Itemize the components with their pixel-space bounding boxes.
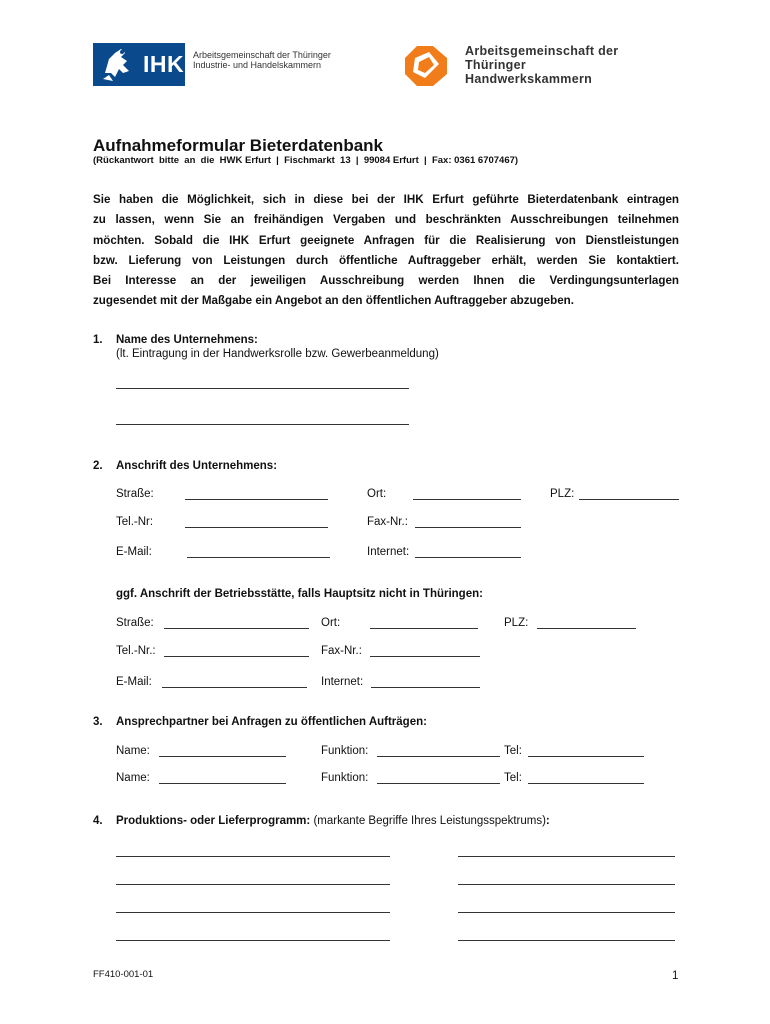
section-number: 3. xyxy=(93,716,103,728)
section-number: 2. xyxy=(93,460,103,472)
contact-function-label: Funktion: xyxy=(321,772,369,784)
products-field[interactable] xyxy=(116,884,390,885)
internet-field[interactable] xyxy=(415,557,521,558)
ihk-caption xyxy=(193,50,331,70)
branch-address-title: ggf. Anschrift der Betriebsstätte, falls Hauptsitz nicht in Thüringen: xyxy=(116,588,483,600)
city-field[interactable] xyxy=(413,499,521,500)
fax-field[interactable] xyxy=(415,527,521,528)
lion-icon xyxy=(95,43,139,86)
phone-field[interactable] xyxy=(185,527,328,528)
products-field[interactable] xyxy=(116,940,390,941)
branch-phone-label: Tel.-Nr.: xyxy=(116,645,156,657)
city-label: Ort: xyxy=(367,488,387,500)
contact-name-field[interactable] xyxy=(159,756,286,757)
section-title-products xyxy=(116,815,550,827)
section-number: 1. xyxy=(93,334,103,346)
contact-phone-label: Tel: xyxy=(504,745,522,757)
intro-line: möchten. Sobald die IHK Erfurt geeignete Anfragen für die Realisierung von Dienstleistungen xyxy=(93,233,679,247)
section-title-contact: Ansprechpartner bei Anfragen zu öffentlichen Aufträgen: xyxy=(116,716,427,728)
contact-phone-field[interactable] xyxy=(528,783,644,784)
products-field[interactable] xyxy=(458,856,675,857)
zip-label: PLZ: xyxy=(550,488,575,500)
products-field[interactable] xyxy=(116,856,390,857)
ihk-caption-line: Industrie- und Handelskammern xyxy=(193,60,322,70)
products-field[interactable] xyxy=(458,884,675,885)
branch-city-label: Ort: xyxy=(321,617,341,629)
branch-phone-field[interactable] xyxy=(164,656,309,657)
branch-street-label: Straße: xyxy=(116,617,154,629)
branch-internet-label: Internet: xyxy=(321,676,364,688)
branch-city-field[interactable] xyxy=(370,628,478,629)
ihk-logo-mark xyxy=(93,43,185,86)
company-name-field[interactable] xyxy=(116,388,409,389)
contact-name-label: Name: xyxy=(116,772,150,784)
branch-email-field[interactable] xyxy=(162,687,307,688)
email-field[interactable] xyxy=(187,557,330,558)
company-name-field[interactable] xyxy=(116,424,409,425)
internet-label: Internet: xyxy=(367,546,410,558)
products-note: (markante Begriffe Ihres Leistungsspektrums) xyxy=(313,815,546,827)
contact-function-field[interactable] xyxy=(377,783,500,784)
products-field[interactable] xyxy=(116,912,390,913)
zip-field[interactable] xyxy=(579,499,679,500)
products-field[interactable] xyxy=(458,940,675,941)
branch-zip-label: PLZ: xyxy=(504,617,529,629)
branch-fax-label: Fax-Nr.: xyxy=(321,645,362,657)
hwk-emblem-icon xyxy=(403,44,451,88)
company-name-note: (lt. Eintragung in der Handwerksrolle bzw. Gewerbeanmeldung) xyxy=(116,348,439,360)
fax-label: Fax-Nr.: xyxy=(367,516,408,528)
intro-line: Bei Interesse an der jeweiligen Ausschreibung werden Ihnen die Verdingungsunterlagen xyxy=(93,274,679,288)
section-title-address: Anschrift des Unternehmens: xyxy=(116,460,278,472)
page-title: Aufnahmeformular Bieterdatenbank xyxy=(93,136,383,155)
ihk-caption-line: Arbeitsgemeinschaft der Thüringer xyxy=(193,50,331,60)
street-field[interactable] xyxy=(185,499,328,500)
contact-phone-label: Tel: xyxy=(504,772,522,784)
section-number: 4. xyxy=(93,815,103,827)
branch-fax-field[interactable] xyxy=(370,656,480,657)
hwk-caption-line: Handwerkskammern xyxy=(465,72,593,86)
form-id: FF410-001-01 xyxy=(93,969,154,980)
branch-internet-field[interactable] xyxy=(371,687,480,688)
products-title: Produktions- oder Lieferprogramm: xyxy=(116,815,311,827)
products-field[interactable] xyxy=(458,912,675,913)
intro-line: Sie haben die Möglichkeit, sich in diese bei der IHK Erfurt geführte Bieterdatenbank eintragen xyxy=(93,193,679,206)
contact-name-label: Name: xyxy=(116,745,150,757)
intro-line: zugesendet mit der Maßgabe ein Angebot an den öffentlichen Auftraggeber abzugeben. xyxy=(93,294,574,308)
contact-phone-field[interactable] xyxy=(528,756,644,757)
branch-zip-field[interactable] xyxy=(537,628,636,629)
intro-line: zu lassen, wenn Sie an freihändigen Vergaben und beschränkten Ausschreibungen teilnehmen xyxy=(93,213,679,227)
phone-label: Tel.-Nr: xyxy=(116,516,154,528)
hwk-caption xyxy=(465,44,618,86)
products-colon: : xyxy=(545,815,550,827)
ihk-logo-text: IHK xyxy=(143,51,185,77)
page-number: 1 xyxy=(672,970,679,982)
intro-line: bzw. Lieferung von Leistungen durch öffentliche Auftraggeber erhält, werden Sie kontaktiert. xyxy=(93,253,679,267)
section-title-company-name: Name des Unternehmens: xyxy=(116,334,258,346)
contact-name-field[interactable] xyxy=(159,783,286,784)
branch-street-field[interactable] xyxy=(164,628,309,629)
contact-function-field[interactable] xyxy=(377,756,500,757)
intro-paragraph xyxy=(93,190,679,312)
return-address: (Rückantwort bitte an die HWK Erfurt | Fischmarkt 13 | 99084 Erfurt | Fax: 0361 6707467) xyxy=(93,155,519,166)
branch-email-label: E-Mail: xyxy=(116,676,152,688)
street-label: Straße: xyxy=(116,488,154,500)
hwk-caption-line: Thüringer xyxy=(465,58,527,72)
hwk-caption-line: Arbeitsgemeinschaft der xyxy=(465,44,619,58)
contact-function-label: Funktion: xyxy=(321,745,369,757)
email-label: E-Mail: xyxy=(116,546,152,558)
